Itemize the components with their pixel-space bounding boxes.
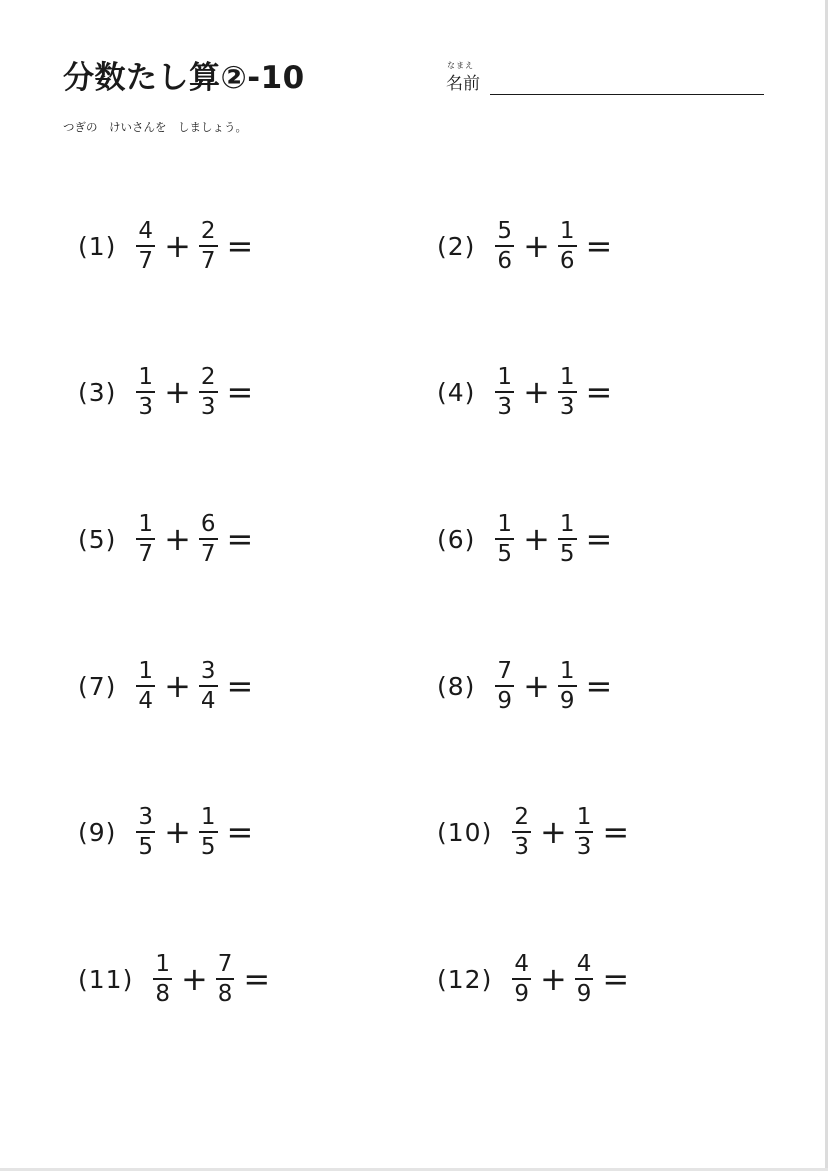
denominator: 9 [559,688,575,714]
problem-number: (5) [78,524,117,554]
problem-8 [437,656,612,716]
fraction-b [575,951,594,1007]
plus-sign: + [164,813,191,851]
numerator: 1 [575,804,594,833]
numerator: 1 [136,658,155,687]
fraction-a [512,804,531,860]
numerator: 2 [199,364,218,393]
denominator: 5 [559,541,575,567]
equals-sign: = [602,813,630,851]
worksheet-title: 分数たし算②-10 [63,60,305,96]
numerator: 4 [136,218,155,247]
denominator: 4 [138,688,154,714]
numerator: 6 [199,511,218,540]
problem-11 [78,949,270,1009]
denominator: 4 [200,688,216,714]
equals-sign: = [243,960,271,998]
denominator: 8 [217,981,233,1007]
plus-sign: + [523,373,550,411]
fraction-b [558,364,577,420]
problem-number: (6) [437,524,476,554]
numerator: 1 [136,364,155,393]
denominator: 3 [138,394,154,420]
numerator: 1 [558,364,577,393]
fraction-a [495,218,514,274]
denominator: 7 [200,248,216,274]
fraction-a [495,511,514,567]
equals-sign: = [585,520,613,558]
denominator: 6 [497,248,513,274]
numerator: 7 [216,951,235,980]
fraction-b [216,951,235,1007]
denominator: 5 [200,834,216,860]
problem-3 [78,362,253,422]
problem-number: (7) [78,671,117,701]
denominator: 9 [497,688,513,714]
numerator: 4 [575,951,594,980]
problem-9 [78,802,253,862]
problem-10 [437,802,629,862]
numerator: 1 [558,658,577,687]
equals-sign: = [602,960,630,998]
problem-number: (1) [78,231,117,261]
fraction-b [558,218,577,274]
plus-sign: + [164,373,191,411]
fraction-b [199,364,218,420]
fraction-a [136,804,155,860]
denominator: 3 [200,394,216,420]
problem-2 [437,216,612,276]
denominator: 9 [514,981,529,1007]
numerator: 1 [558,511,577,540]
equals-sign: = [226,227,254,265]
fraction-a [136,364,155,420]
problem-number: (4) [437,377,476,407]
equals-sign: = [226,520,254,558]
equals-sign: = [585,667,613,705]
plus-sign: + [164,520,191,558]
numerator: 1 [558,218,577,247]
numerator: 1 [495,364,514,393]
problem-number: (3) [78,377,117,407]
numerator: 1 [136,511,155,540]
fraction-b [558,658,577,714]
problem-number: (11) [78,964,134,994]
numerator: 3 [136,804,155,833]
equals-sign: = [585,373,613,411]
plus-sign: + [164,667,191,705]
fraction-b [199,658,218,714]
fraction-b [199,218,218,274]
denominator: 3 [497,394,513,420]
equals-sign: = [226,667,254,705]
problem-number: (9) [78,817,117,847]
denominator: 3 [514,834,529,860]
denominator: 3 [576,834,592,860]
equals-sign: = [226,373,254,411]
fraction-a [495,658,514,714]
plus-sign: + [523,667,550,705]
problem-6 [437,509,612,569]
fraction-b [199,511,218,567]
plus-sign: + [180,960,208,998]
denominator: 6 [559,248,575,274]
equals-sign: = [226,813,254,851]
numerator: 1 [199,804,218,833]
plus-sign: + [539,960,567,998]
plus-sign: + [539,813,567,851]
name-write-line[interactable] [490,94,764,95]
denominator: 7 [200,541,216,567]
equals-sign: = [585,227,613,265]
problem-number: (2) [437,231,476,261]
denominator: 9 [576,981,592,1007]
instruction-text: つぎの けいさんを しましょう。 [63,120,247,134]
name-field [446,60,766,100]
denominator: 5 [138,834,154,860]
numerator: 2 [199,218,218,247]
plus-sign: + [523,520,550,558]
numerator: 2 [512,804,531,833]
problem-7 [78,656,253,716]
fraction-a [136,658,155,714]
fraction-a [136,218,155,274]
numerator: 3 [199,658,218,687]
fraction-a [136,511,155,567]
denominator: 3 [559,394,575,420]
fraction-a [495,364,514,420]
name-ruby: なまえ [447,61,474,70]
plus-sign: + [523,227,550,265]
denominator: 7 [138,541,154,567]
fraction-a [153,951,172,1007]
fraction-b [558,511,577,567]
problem-number: (10) [437,817,493,847]
problem-number: (8) [437,671,476,701]
fraction-b [575,804,594,860]
numerator: 5 [495,218,514,247]
numerator: 1 [153,951,172,980]
problem-12 [437,949,629,1009]
denominator: 7 [138,248,154,274]
numerator: 1 [495,511,514,540]
numerator: 4 [512,951,531,980]
problem-number: (12) [437,964,493,994]
plus-sign: + [164,227,191,265]
fraction-b [199,804,218,860]
numerator: 7 [495,658,514,687]
denominator: 8 [155,981,170,1007]
problem-1 [78,216,253,276]
name-label: 名前 [446,74,480,94]
denominator: 5 [497,541,513,567]
problem-5 [78,509,253,569]
fraction-a [512,951,531,1007]
problem-4 [437,362,612,422]
